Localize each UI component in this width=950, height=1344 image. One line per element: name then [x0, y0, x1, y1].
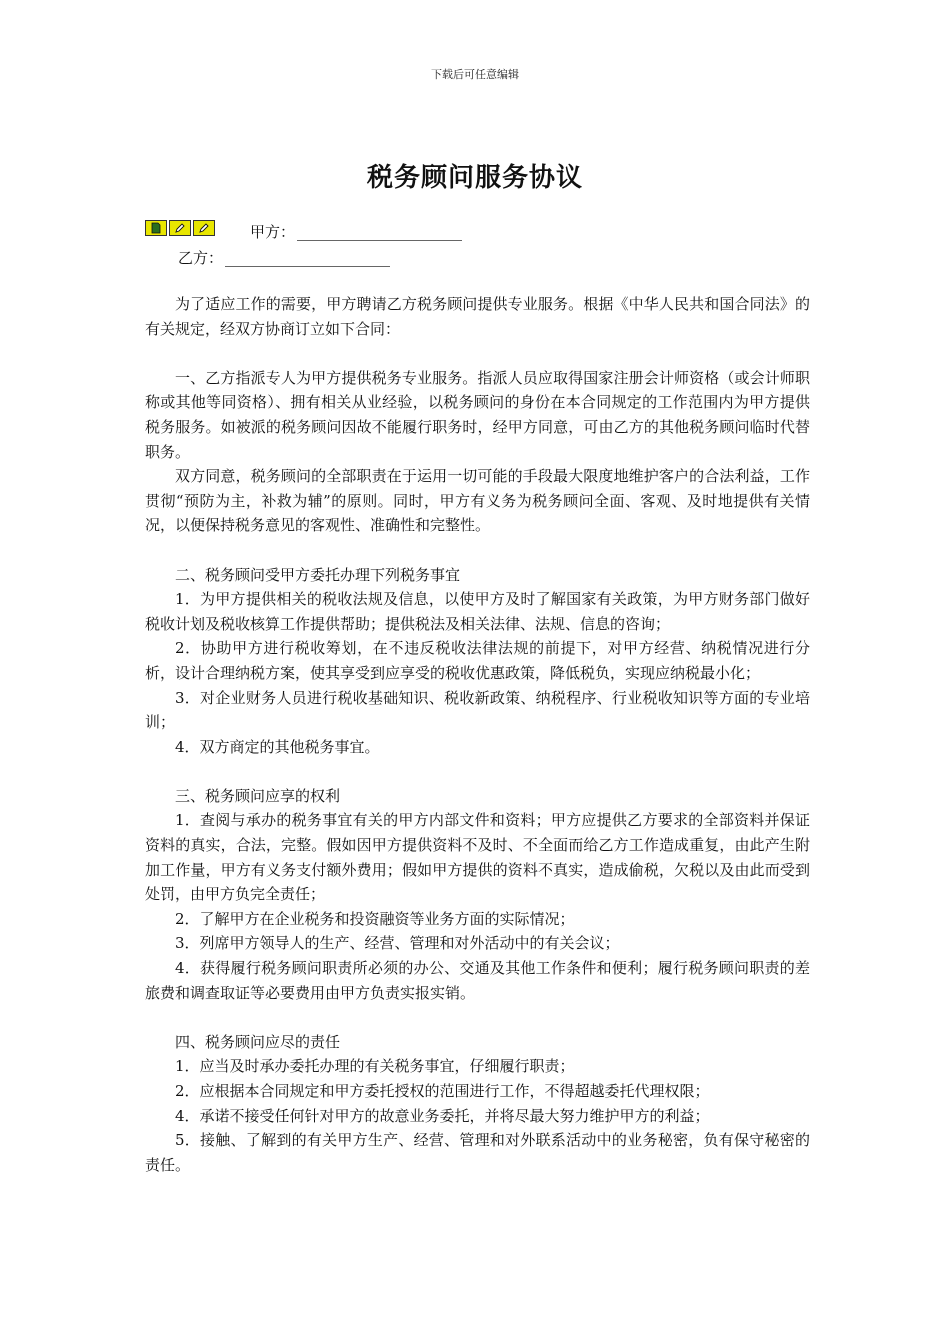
section-3-item: 2．了解甲方在企业税务和投资融资等业务方面的实际情况；: [175, 909, 575, 928]
edit-icon[interactable]: [193, 220, 215, 236]
section-1-paragraph: 一、乙方指派专人为甲方提供税务专业服务。指派人员应取得国家注册会计师资格（或会计师职称或其他等同资格）、拥有相关从业经验，以税务顾问的身份在本合同规定的工作范围内为甲方提供税务服务。如被派的税务顾问因故不能履行职务时，经甲方同意，可由乙方的其他税务顾问临时代替职务。: [145, 368, 810, 461]
contract-body: [145, 292, 810, 1177]
party-a-blank[interactable]: [297, 224, 462, 241]
section-1-paragraph-2: 双方同意，税务顾问的全部职责在于运用一切可能的手段最大限度地维护客户的合法利益，工作贯彻“预防为主，补救为辅”的原则。同时，甲方有义务为税务顾问全面、客观、及时地提供有关情况，以便保持税务意见的客观性、准确性和完整性。: [145, 467, 810, 535]
section-4-item: 1．应当及时承办委托办理的有关税务事宜，仔细履行职责；: [175, 1057, 575, 1076]
party-b-row: [178, 248, 390, 268]
toolbar-icons: [145, 220, 217, 236]
intro-paragraph: 为了适应工作的需要，甲方聘请乙方税务顾问提供专业服务。根据《中华人民共和国合同法》的有关规定，经双方协商订立如下合同：: [145, 295, 810, 338]
section-4-item: 2．应根据本合同规定和甲方委托授权的范围进行工作，不得超越委托代理权限；: [175, 1082, 710, 1100]
section-4-heading: 四、税务顾问应尽的责任: [175, 1032, 341, 1051]
party-a-label: 甲方：: [250, 223, 296, 241]
section-2-heading: 二、税务顾问受甲方委托办理下列税务事宜: [175, 565, 461, 584]
section-2-item: 1．为甲方提供相关的税收法规及信息，以使甲方及时了解国家有关政策，为甲方财务部门做好税收计划及税收核算工作提供帮助；提供税法及相关法律、法规、信息的咨询；: [145, 590, 810, 633]
section-3-item: 3．列席甲方领导人的生产、经营、管理和对外活动中的有关会议；: [175, 934, 620, 953]
document-icon[interactable]: [145, 220, 167, 236]
header-note: 下载后可任意编辑: [431, 68, 519, 81]
section-3-item: 4．获得履行税务顾问职责所必须的办公、交通及其他工作条件和便利；履行税务顾问职责的差旅费和调查取证等必要费用由甲方负责实报实销。: [145, 959, 810, 1002]
document-title: 税务顾问服务协议: [366, 163, 583, 193]
party-b-label: 乙方：: [178, 249, 224, 267]
section-2-item: 2．协助甲方进行税收筹划，在不违反税收法律法规的前提下，对甲方经营、纳税情况进行分析，设计合理纳税方案，使其享受到应享受的税收优惠政策，降低税负，实现应纳税最小化；: [145, 639, 810, 682]
section-2-item: 3．对企业财务人员进行税收基础知识、税收新政策、纳税程序、行业税收知识等方面的专业培训；: [145, 688, 810, 732]
section-3-item: 1．查阅与承办的税务事宜有关的甲方内部文件和资料；甲方应提供乙方要求的全部资料并保证资料的真实，合法，完整。假如因甲方提供资料不及时、不全面而给乙方工作造成重复，由此产生附加工作量，甲方有义务支付额外费用；假如甲方提供的资料不真实，造成偷税，欠税以及由此而受到处罚，由甲方负完全责任；: [145, 811, 810, 904]
section-4-item: 4．承诺不接受任何针对甲方的故意业务委托，并将尽最大努力维护甲方的利益；: [175, 1106, 710, 1125]
section-2-item: 4．双方商定的其他税务事宜。: [175, 737, 380, 756]
edit-icon[interactable]: [169, 220, 191, 236]
party-a-row: [250, 222, 462, 242]
section-4-item: 5．接触、了解到的有关甲方生产、经营、管理和对外联系活动中的业务秘密，负有保守秘密的责任。: [145, 1131, 810, 1174]
party-b-blank[interactable]: [225, 250, 390, 267]
section-3-heading: 三、税务顾问应享的权利: [175, 786, 341, 805]
